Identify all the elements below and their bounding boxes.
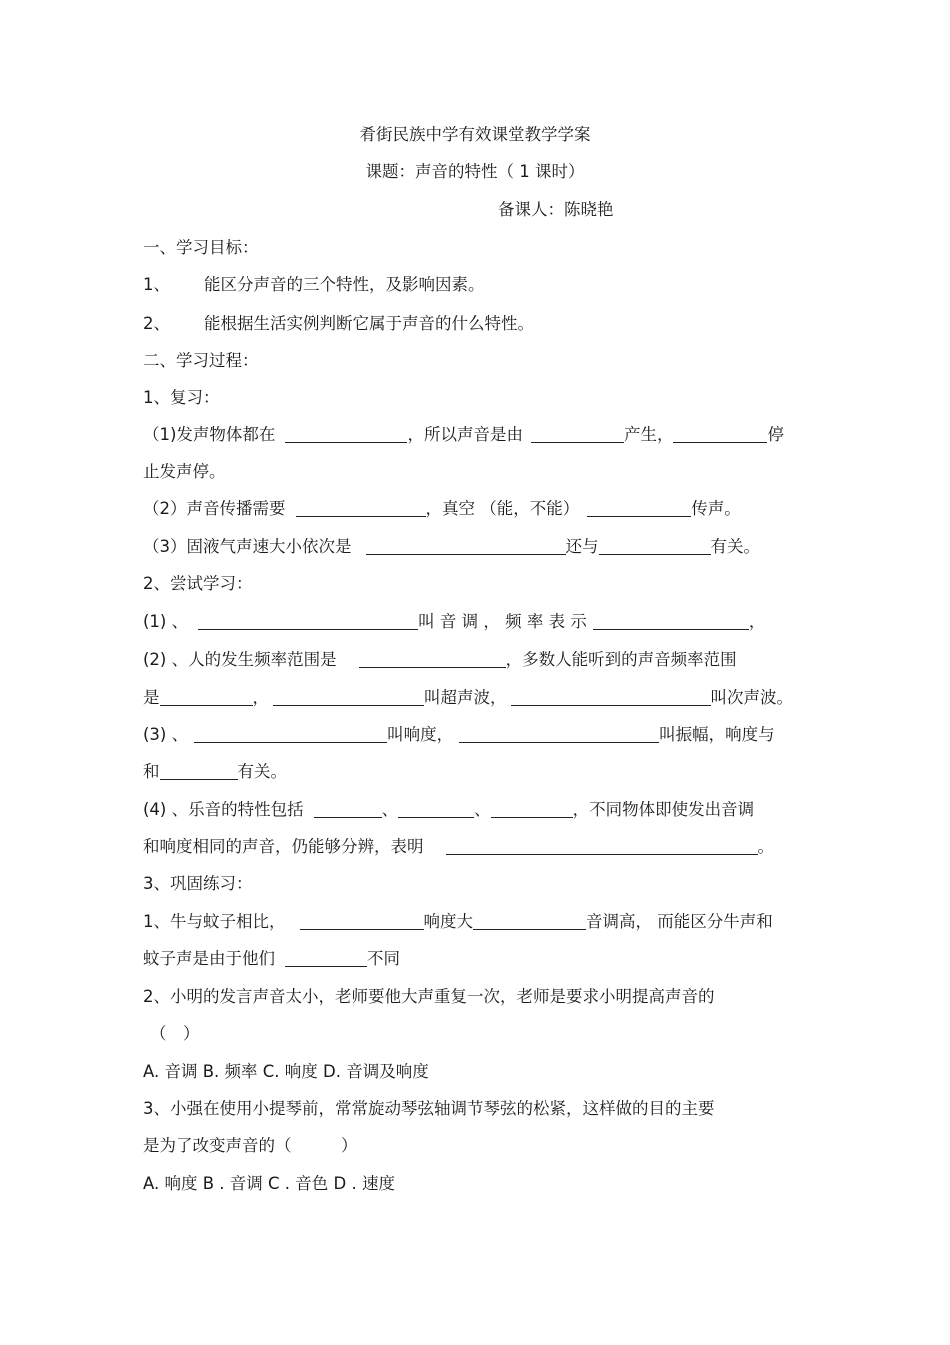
answer-blank[interactable] bbox=[511, 689, 711, 706]
trial-question-3 bbox=[143, 724, 775, 746]
question-text: ， bbox=[252, 688, 269, 707]
question-text: 、 bbox=[474, 800, 491, 819]
answer-blank[interactable] bbox=[285, 950, 367, 967]
question-text: 产生， bbox=[623, 425, 674, 444]
goal-item-2 bbox=[143, 313, 534, 335]
answer-blank[interactable] bbox=[673, 426, 767, 443]
review-question-2 bbox=[143, 498, 741, 520]
review-question-3 bbox=[143, 536, 760, 558]
review-question-1 bbox=[143, 424, 784, 446]
answer-blank[interactable] bbox=[593, 613, 749, 630]
question-text: 叫次声波。 bbox=[710, 688, 793, 707]
question-text: 和响度相同的声音，仍能够分辨，表明 bbox=[143, 837, 424, 856]
question-text: 音调高， 而能区分牛声和 bbox=[586, 912, 773, 931]
review-heading: 1、复习： bbox=[143, 388, 220, 407]
question-text: 传声。 bbox=[691, 499, 741, 518]
answer-blank[interactable] bbox=[198, 613, 418, 630]
question-text: 不同 bbox=[367, 949, 400, 968]
goal-number: 1、 bbox=[143, 275, 170, 294]
answer-blank[interactable] bbox=[160, 689, 253, 706]
process-heading: 二、学习过程： bbox=[143, 351, 259, 370]
question-text: ，多数人能听到的声音频率范围 bbox=[505, 650, 737, 669]
practice-question-3: 3、小强在使用小提琴前，常常旋动琴弦轴调节琴弦的松紧，这样做的目的主要 bbox=[143, 1099, 715, 1118]
trial-question-4-cont bbox=[143, 836, 774, 858]
question-text: 叫 音 调 ， 频 率 表 示 bbox=[418, 612, 587, 631]
answer-blank[interactable] bbox=[273, 689, 424, 706]
question-text: (1) 、 bbox=[143, 612, 189, 631]
practice-question-3-options: A. 响度 B . 音调 C . 音色 D . 速度 bbox=[143, 1174, 395, 1193]
practice-question-1-cont bbox=[143, 948, 400, 970]
answer-blank[interactable] bbox=[587, 500, 691, 517]
answer-blank[interactable] bbox=[359, 651, 506, 668]
answer-blank[interactable] bbox=[285, 426, 407, 443]
question-text: 蚊子声是由于他们 bbox=[143, 949, 275, 968]
question-text: 停 bbox=[767, 425, 784, 444]
goal-text: 能区分声音的三个特性，及影响因素。 bbox=[204, 275, 485, 294]
answer-blank[interactable] bbox=[599, 538, 711, 555]
question-text: （1)发声物体都在 bbox=[143, 425, 276, 444]
question-text: 和 bbox=[143, 762, 160, 781]
answer-blank[interactable] bbox=[160, 763, 238, 780]
question-text: ，不同物体即使发出音调 bbox=[572, 800, 755, 819]
goal-item-1 bbox=[143, 274, 485, 296]
practice-question-3-cont: 是为了改变声音的（ ） bbox=[143, 1136, 358, 1155]
question-text: (2) 、人的发生频率范围是 bbox=[143, 650, 337, 669]
page-title: 肴街民族中学有效课堂教学学案 bbox=[359, 125, 591, 144]
question-text: （3）固液气声速大小依次是 bbox=[143, 537, 352, 556]
question-text: 叫振幅，响度与 bbox=[659, 725, 775, 744]
question-text: (3) 、 bbox=[143, 725, 189, 744]
question-text: 有关。 bbox=[237, 762, 287, 781]
question-text: ，真空 （能，不能） bbox=[425, 499, 580, 518]
question-text: ， bbox=[748, 612, 766, 631]
trial-question-1 bbox=[143, 611, 765, 633]
answer-blank[interactable] bbox=[194, 726, 387, 743]
trial-question-2 bbox=[143, 649, 737, 671]
trial-heading: 2、尝试学习： bbox=[143, 574, 253, 593]
trial-question-4 bbox=[143, 799, 754, 821]
practice-question-2-options: A. 音调 B. 频率 C. 响度 D. 音调及响度 bbox=[143, 1062, 429, 1081]
question-text: 叫响度， bbox=[387, 725, 454, 744]
practice-question-2-paren: （ ） bbox=[150, 1024, 200, 1043]
answer-blank[interactable] bbox=[531, 426, 624, 443]
answer-blank[interactable] bbox=[366, 538, 566, 555]
goals-heading: 一、学习目标： bbox=[143, 238, 259, 257]
practice-question-1 bbox=[143, 911, 773, 933]
question-text: 响度大 bbox=[423, 912, 473, 931]
question-text: 是 bbox=[143, 688, 160, 707]
answer-blank[interactable] bbox=[473, 913, 586, 930]
answer-blank[interactable] bbox=[398, 801, 474, 818]
goal-number: 2、 bbox=[143, 314, 170, 333]
practice-question-2: 2、小明的发言声音太小，老师要他大声重复一次，老师是要求小明提高声音的 bbox=[143, 987, 715, 1006]
question-text: 还与 bbox=[565, 537, 599, 556]
question-text: （2）声音传播需要 bbox=[143, 499, 286, 518]
question-text: (4) 、乐音的特性包括 bbox=[143, 800, 304, 819]
author-line: 备课人：陈晓艳 bbox=[498, 200, 614, 219]
trial-question-2-cont bbox=[143, 687, 793, 709]
trial-question-3-cont bbox=[143, 761, 287, 783]
goal-text: 能根据生活实例判断它属于声音的什么特性。 bbox=[204, 314, 534, 333]
review-question-1-cont: 止发声停。 bbox=[143, 462, 226, 481]
question-text: ，所以声音是由 bbox=[407, 425, 523, 444]
question-text: 。 bbox=[757, 837, 774, 856]
answer-blank[interactable] bbox=[296, 500, 426, 517]
answer-blank[interactable] bbox=[300, 913, 424, 930]
question-text: 、 bbox=[381, 800, 399, 819]
practice-heading: 3、巩固练习： bbox=[143, 874, 253, 893]
question-text: 叫超声波， bbox=[424, 688, 507, 707]
answer-blank[interactable] bbox=[446, 838, 758, 855]
answer-blank[interactable] bbox=[459, 726, 659, 743]
answer-blank[interactable] bbox=[491, 801, 573, 818]
question-text: 1、牛与蚊子相比， bbox=[143, 912, 286, 931]
lesson-topic: 课题：声音的特性（ 1 课时） bbox=[365, 162, 585, 181]
question-text: 有关。 bbox=[710, 537, 760, 556]
answer-blank[interactable] bbox=[314, 801, 382, 818]
